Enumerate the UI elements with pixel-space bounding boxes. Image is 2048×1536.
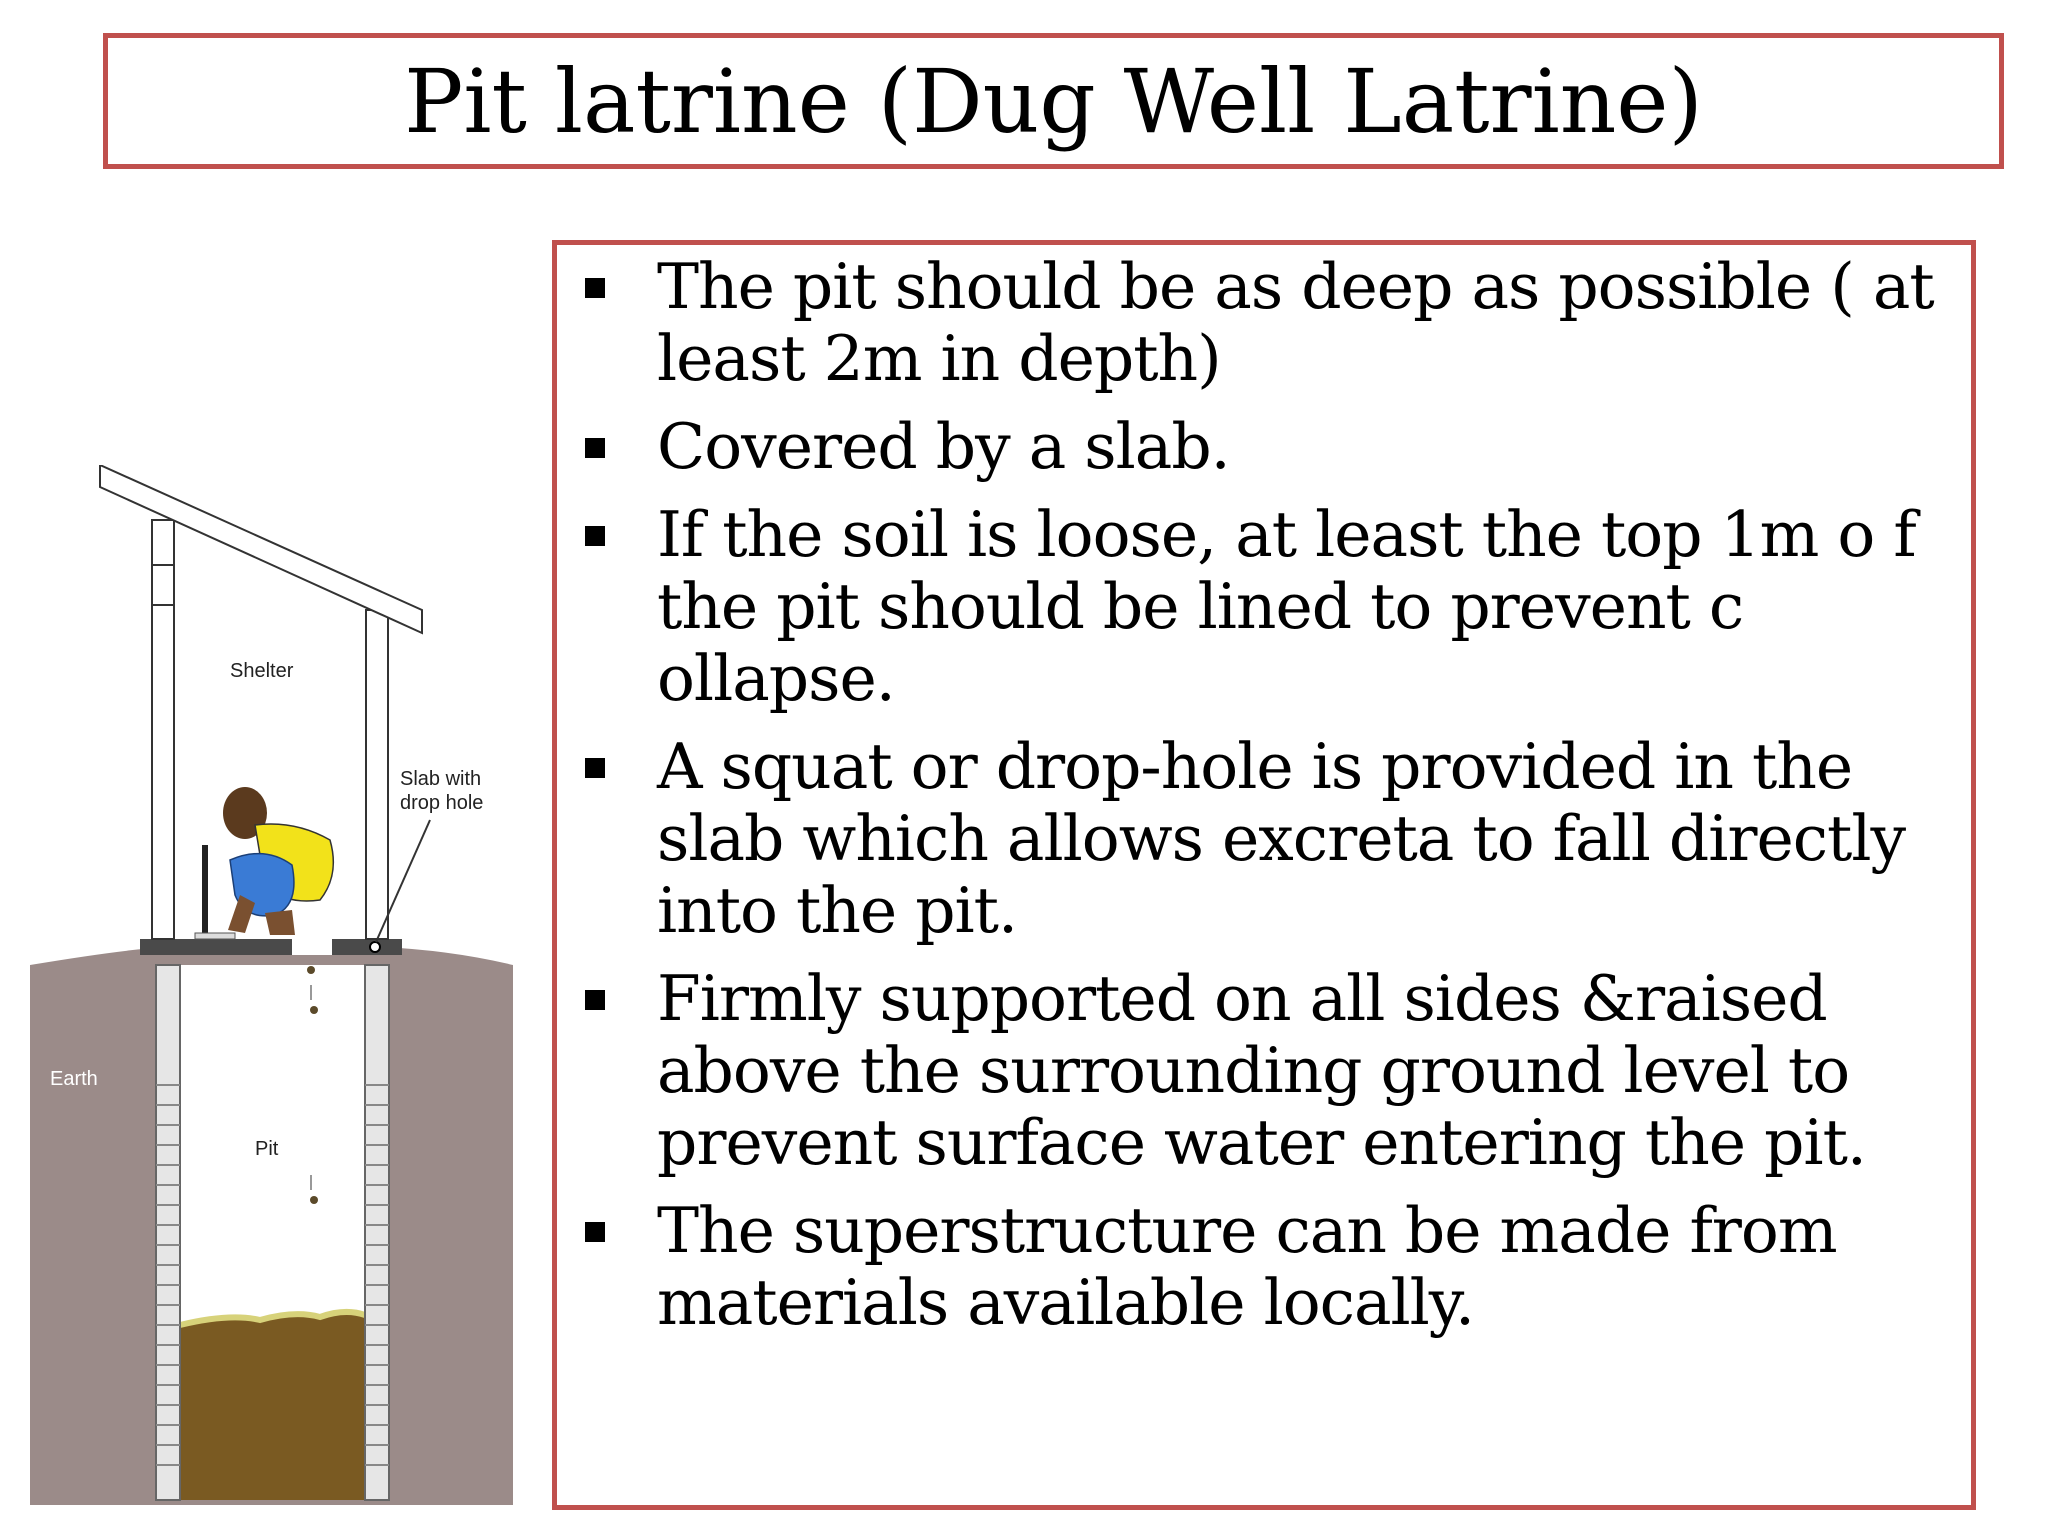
earth-ground <box>30 947 165 1505</box>
shelter-post-right <box>366 610 388 939</box>
bullet-item: A squat or drop-hole is provided in the slab which allows excreta to fall directly into the pit. <box>582 731 1962 947</box>
slab-label-line1: Slab with <box>400 768 482 790</box>
slide-title: Pit latrine (Dug Well Latrine) <box>404 49 1703 153</box>
shelter-post-left <box>152 520 174 939</box>
bullet-item: The superstructure can be made from materials available locally. <box>582 1195 1962 1339</box>
bullet-item: Firmly supported on all sides &raised above the surrounding ground level to prevent surface water entering the pit. <box>582 963 1962 1179</box>
shelter-label: Shelter <box>230 660 294 682</box>
slab-label-line2: drop hole <box>400 792 484 814</box>
bullet-marker-icon <box>585 438 605 458</box>
pit-latrine-diagram <box>30 465 520 1505</box>
content-box <box>552 240 1976 1510</box>
excreta <box>180 1312 365 1500</box>
bullet-item: The pit should be as deep as possible ( at least 2m in depth) <box>582 251 1962 395</box>
bullet-list <box>582 251 1962 1355</box>
bullet-marker-icon <box>585 1222 605 1242</box>
bullet-marker-icon <box>585 526 605 546</box>
title-box <box>103 33 2004 169</box>
pit-label: Pit <box>255 1138 279 1160</box>
bullet-marker-icon <box>585 278 605 298</box>
bullet-marker-icon <box>585 990 605 1010</box>
roof <box>100 465 422 633</box>
bullet-marker-icon <box>585 758 605 778</box>
person-figure <box>195 787 333 939</box>
earth-label: Earth <box>50 1068 98 1090</box>
bullet-item: Covered by a slab. <box>582 411 1962 483</box>
earth-ground-right <box>380 947 513 1505</box>
bullet-item: If the soil is loose, at least the top 1m o f the pit should be lined to prevent c ollapse. <box>582 499 1962 715</box>
slab <box>140 939 402 955</box>
